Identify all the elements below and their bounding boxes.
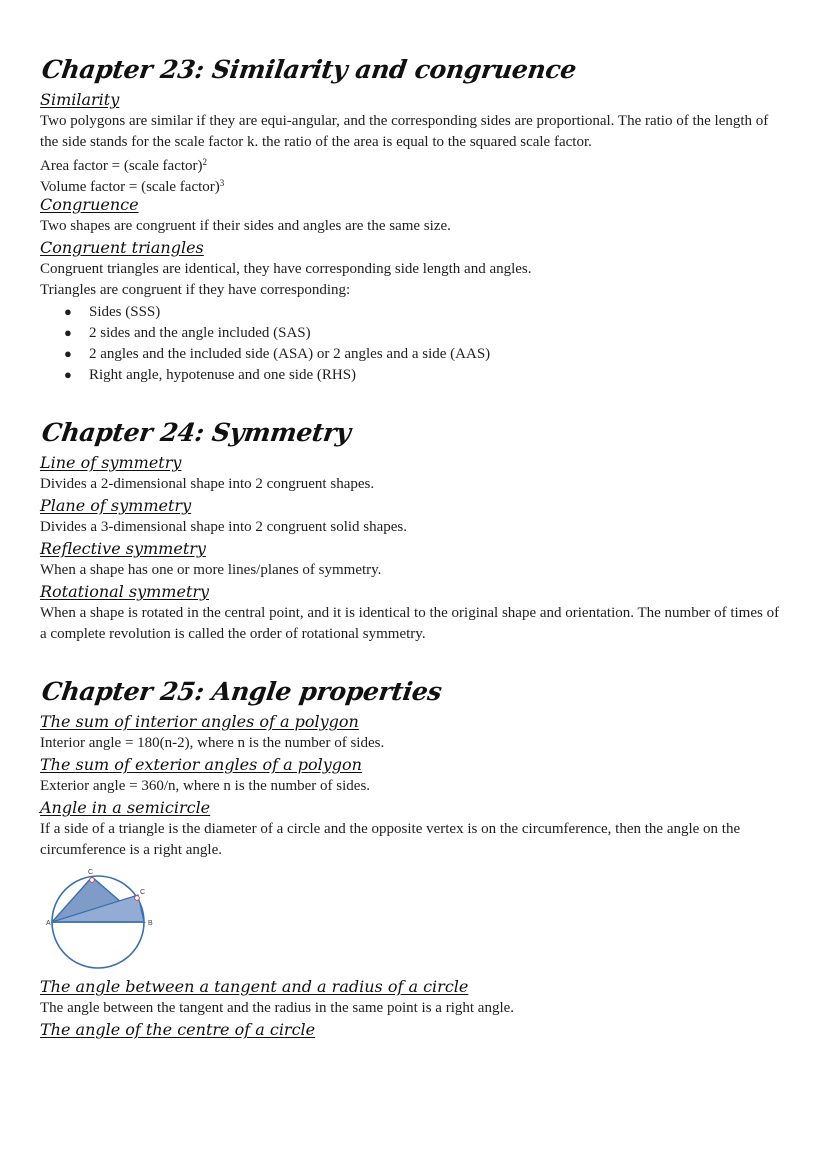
reflective-symmetry-heading: Reflective symmetry (40, 539, 206, 558)
list-item (64, 343, 490, 365)
right-angle-marker (135, 896, 140, 901)
bullet-icon: ● (64, 346, 72, 361)
centre-angle-heading: The angle of the centre of a circle (40, 1020, 316, 1039)
rotational-symmetry-heading: Rotational symmetry (40, 582, 210, 601)
bullet-icon: ● (64, 325, 72, 340)
list-item (64, 322, 311, 344)
list-item-text: 2 sides and the angle included (SAS) (89, 325, 311, 341)
list-item (64, 301, 160, 323)
area-factor-text: Area factor = (scale factor) (40, 158, 203, 174)
rotational-symmetry-text: When a shape is rotated in the central point, and it is identical to the original shape and orientation. The number of times of a complete revolution is called the order of rotational symmetry. (40, 605, 780, 642)
reflective-symmetry-text: When a shape has one or more lines/planes of symmetry. (40, 562, 382, 578)
label-a: A (46, 920, 51, 927)
similarity-heading: Similarity (40, 90, 120, 109)
label-c-top: C (88, 869, 94, 876)
semicircle-diagram (44, 868, 164, 972)
right-angle-marker (90, 878, 95, 883)
tangent-radius-heading: The angle between a tangent and a radius of a circle (40, 977, 469, 996)
congruent-triangles-text-1: Congruent triangles are identical, they have corresponding side length and angles. (40, 261, 532, 277)
list-item-text: Right angle, hypotenuse and one side (RHS) (89, 367, 357, 383)
volume-factor-exponent: 3 (219, 178, 225, 188)
chapter-25-title: Chapter 25: Angle properties (40, 677, 444, 706)
congruence-heading: Congruence (40, 195, 139, 214)
similarity-text: Two polygons are similar if they are equi-angular, and the corresponding sides are proportional. The ratio of the length of the side stands for the scale factor k. the ratio of the area is equal to the squared scale factor. (40, 113, 769, 150)
semicircle-text: If a side of a triangle is the diameter of a circle and the opposite vertex is on the circumference, then the angle on the circumference is a right angle. (40, 821, 741, 858)
interior-angles-text: Interior angle = 180(n-2), where n is the number of sides. (40, 735, 385, 751)
plane-of-symmetry-text: Divides a 3-dimensional shape into 2 congruent solid shapes. (40, 519, 408, 535)
list-item-text: Sides (SSS) (89, 304, 161, 320)
chapter-24-title: Chapter 24: Symmetry (40, 418, 353, 447)
bullet-icon: ● (64, 304, 72, 319)
tangent-radius-text: The angle between the tangent and the radius in the same point is a right angle. (40, 1000, 515, 1016)
list-item (64, 364, 356, 386)
interior-angles-heading: The sum of interior angles of a polygon (40, 712, 359, 731)
line-of-symmetry-text: Divides a 2-dimensional shape into 2 congruent shapes. (40, 476, 375, 492)
congruence-text: Two shapes are congruent if their sides and angles are the same size. (40, 218, 451, 234)
list-item-text: 2 angles and the included side (ASA) or 2 angles and a side (AAS) (89, 346, 491, 362)
label-c-right: C (140, 889, 146, 896)
line-of-symmetry-heading: Line of symmetry (40, 453, 182, 472)
congruent-triangles-heading: Congruent triangles (40, 238, 204, 257)
plane-of-symmetry-heading: Plane of symmetry (40, 496, 192, 515)
volume-factor-text: Volume factor = (scale factor) (40, 179, 220, 195)
label-b: B (148, 920, 153, 927)
exterior-angles-heading: The sum of exterior angles of a polygon (40, 755, 362, 774)
chapter-23-title: Chapter 23: Similarity and congruence (40, 55, 579, 84)
semicircle-heading: Angle in a semicircle (40, 798, 211, 817)
exterior-angles-text: Exterior angle = 360/n, where n is the number of sides. (40, 778, 371, 794)
bullet-icon: ● (64, 367, 72, 382)
congruent-triangles-text-2: Triangles are congruent if they have corresponding: (40, 282, 351, 298)
area-factor-exponent: 2 (202, 157, 208, 167)
